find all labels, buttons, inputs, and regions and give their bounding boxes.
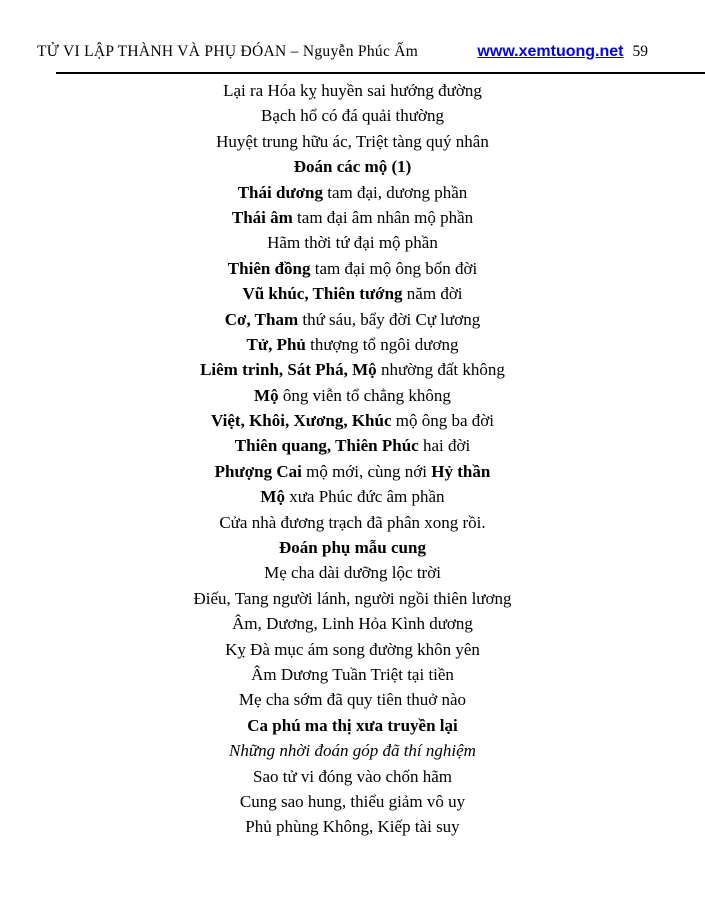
- poem-line: Cơ, Tham thứ sáu, bẩy đời Cự lương: [224, 309, 481, 329]
- header-divider: [56, 72, 705, 74]
- poem-line: Phượng Cai mộ mới, cùng nới Hỷ thần: [214, 461, 491, 481]
- poem-line: Mộ xưa Phúc đức âm phần: [260, 487, 445, 507]
- website-link[interactable]: www.xemtuong.net: [477, 43, 624, 60]
- poem-line: Huyệt trung hữu ác, Triệt tàng quý nhân: [216, 131, 489, 151]
- page-number: 59: [632, 43, 648, 60]
- poem-line: Mẹ cha dài dưỡng lộc trời: [264, 563, 441, 583]
- poem-line: Bạch hổ có đá quải thường: [261, 106, 444, 126]
- poem-line: Thái âm tam đại âm nhân mộ phần: [231, 207, 474, 227]
- poem-line: Những nhời đoán góp đã thí nghiệm: [229, 741, 476, 761]
- poem-line: Lại ra Hóa kỵ huyền sai hướng đường: [223, 81, 482, 100]
- poem-line: Phủ phùng Không, Kiếp tài suy: [245, 817, 460, 837]
- poem-line: Mẹ cha sớm đã quy tiên thuở nào: [238, 690, 467, 710]
- poem-heading: Đoán phụ mẫu cung: [279, 538, 426, 558]
- poem: [0, 78, 705, 840]
- poem-line: Thái dương tam đại, dương phần: [237, 182, 468, 202]
- page-header: [37, 43, 648, 61]
- poem-line: Kỵ Đà mục ám song đường khôn yên: [225, 639, 480, 659]
- header-right: [477, 43, 648, 61]
- poem-line: Âm Dương Tuần Triệt tại tiền: [251, 664, 454, 684]
- poem-line: Mộ ông viễn tổ chẳng không: [254, 385, 451, 405]
- poem-line: Âm, Dương, Linh Hỏa Kình dương: [232, 614, 473, 634]
- poem-line: Điếu, Tang người lánh, người ngồi thiên lương: [193, 588, 512, 608]
- poem-line: Việt, Khôi, Xương, Khúc mộ ông ba đời: [211, 411, 494, 431]
- poem-line: Cửa nhà đương trạch đã phân xong rồi.: [219, 512, 486, 532]
- poem-line: Sao tử vi đóng vào chốn hãm: [252, 766, 453, 786]
- poem-line: Cung sao hung, thiểu giảm vô uy: [239, 791, 466, 811]
- poem-line: Vũ khúc, Thiên tướng năm đời: [242, 284, 463, 304]
- poem-line: Thiên đồng tam đại mộ ông bốn đời: [227, 258, 478, 278]
- poem-heading: Đoán các mộ (1): [293, 157, 412, 177]
- poem-line: Tử, Phủ thượng tổ ngôi dương: [246, 334, 459, 354]
- book-title: TỬ VI LẬP THÀNH VÀ PHỤ ĐÓAN – Nguyễn Phúc Ấm: [37, 43, 419, 60]
- poem-line: Thiên quang, Thiên Phúc hai đời: [234, 436, 471, 456]
- poem-line: Liêm trinh, Sát Phá, Mộ nhường đất không: [200, 360, 505, 380]
- poem-line: Ca phú ma thị xưa truyền lại: [247, 715, 458, 735]
- poem-line: Hãm thời tứ đại mộ phần: [267, 233, 438, 253]
